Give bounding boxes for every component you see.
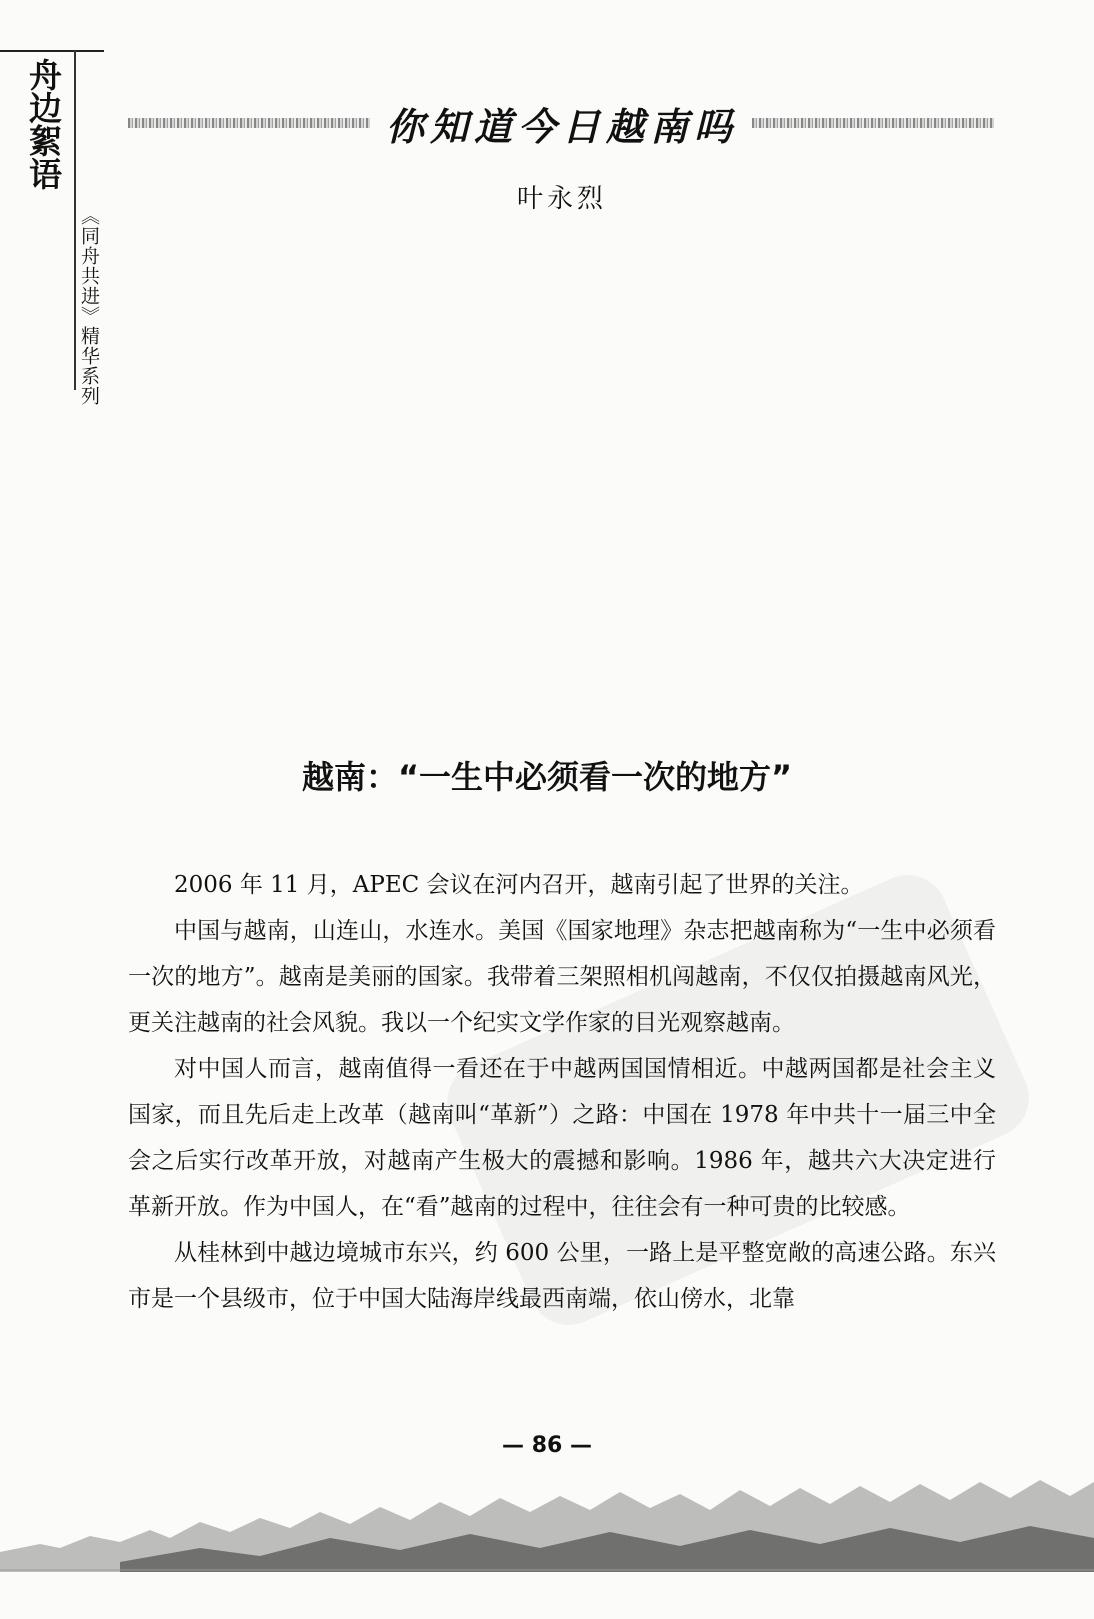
sidebar-vertical-rule <box>74 50 76 390</box>
series-subtitle: 《同舟共进》精华系列 <box>78 206 100 406</box>
sidebar-top-rule <box>0 50 104 52</box>
paragraph: 中国与越南，山连山，水连水。美国《国家地理》杂志把越南称为“一生中必须看一次的地方”。越南是美丽的国家。我带着三架照相机闯越南，不仅仅拍摄越南风光，更关注越南的社会风貌。我以一个纪实文学作家的目光观察越南。 <box>128 918 996 1036</box>
paragraph: 对中国人而言，越南值得一看还在于中越两国国情相近。中越两国都是社会主义国家，而且先后走上改革（越南叫“革新”）之路：中国在 1978 年中共十一届三中全会之后实行改革开放，对越南产生极大的震撼和影响。1986 年，越共六大决定进行革新开放。作为中国人，在“看”越南的过程中，往往会有一种可贵的比较感。 <box>128 1056 996 1220</box>
title-ornament-left <box>128 118 370 128</box>
article-title: 你知道今日越南吗 <box>385 104 738 149</box>
footer-landscape-illustration <box>0 1452 1094 1572</box>
section-heading: 越南：“一生中必须看一次的地方” <box>301 758 793 796</box>
article-author: 叶永烈 <box>516 184 607 214</box>
page-number: — 86 — <box>502 1433 592 1458</box>
paragraph: 从桂林到中越边境城市东兴，约 600 公里，一路上是平整宽敞的高速公路。东兴市是一个县级市，位于中国大陆海岸线最西南端，依山傍水，北靠 <box>128 1240 996 1312</box>
title-ornament-right <box>752 118 994 128</box>
paragraph: 2006 年 11 月，APEC 会议在河内召开，越南引起了世界的关注。 <box>174 872 864 898</box>
article-body <box>128 862 996 1322</box>
series-title: 舟边絮语 <box>24 58 63 190</box>
